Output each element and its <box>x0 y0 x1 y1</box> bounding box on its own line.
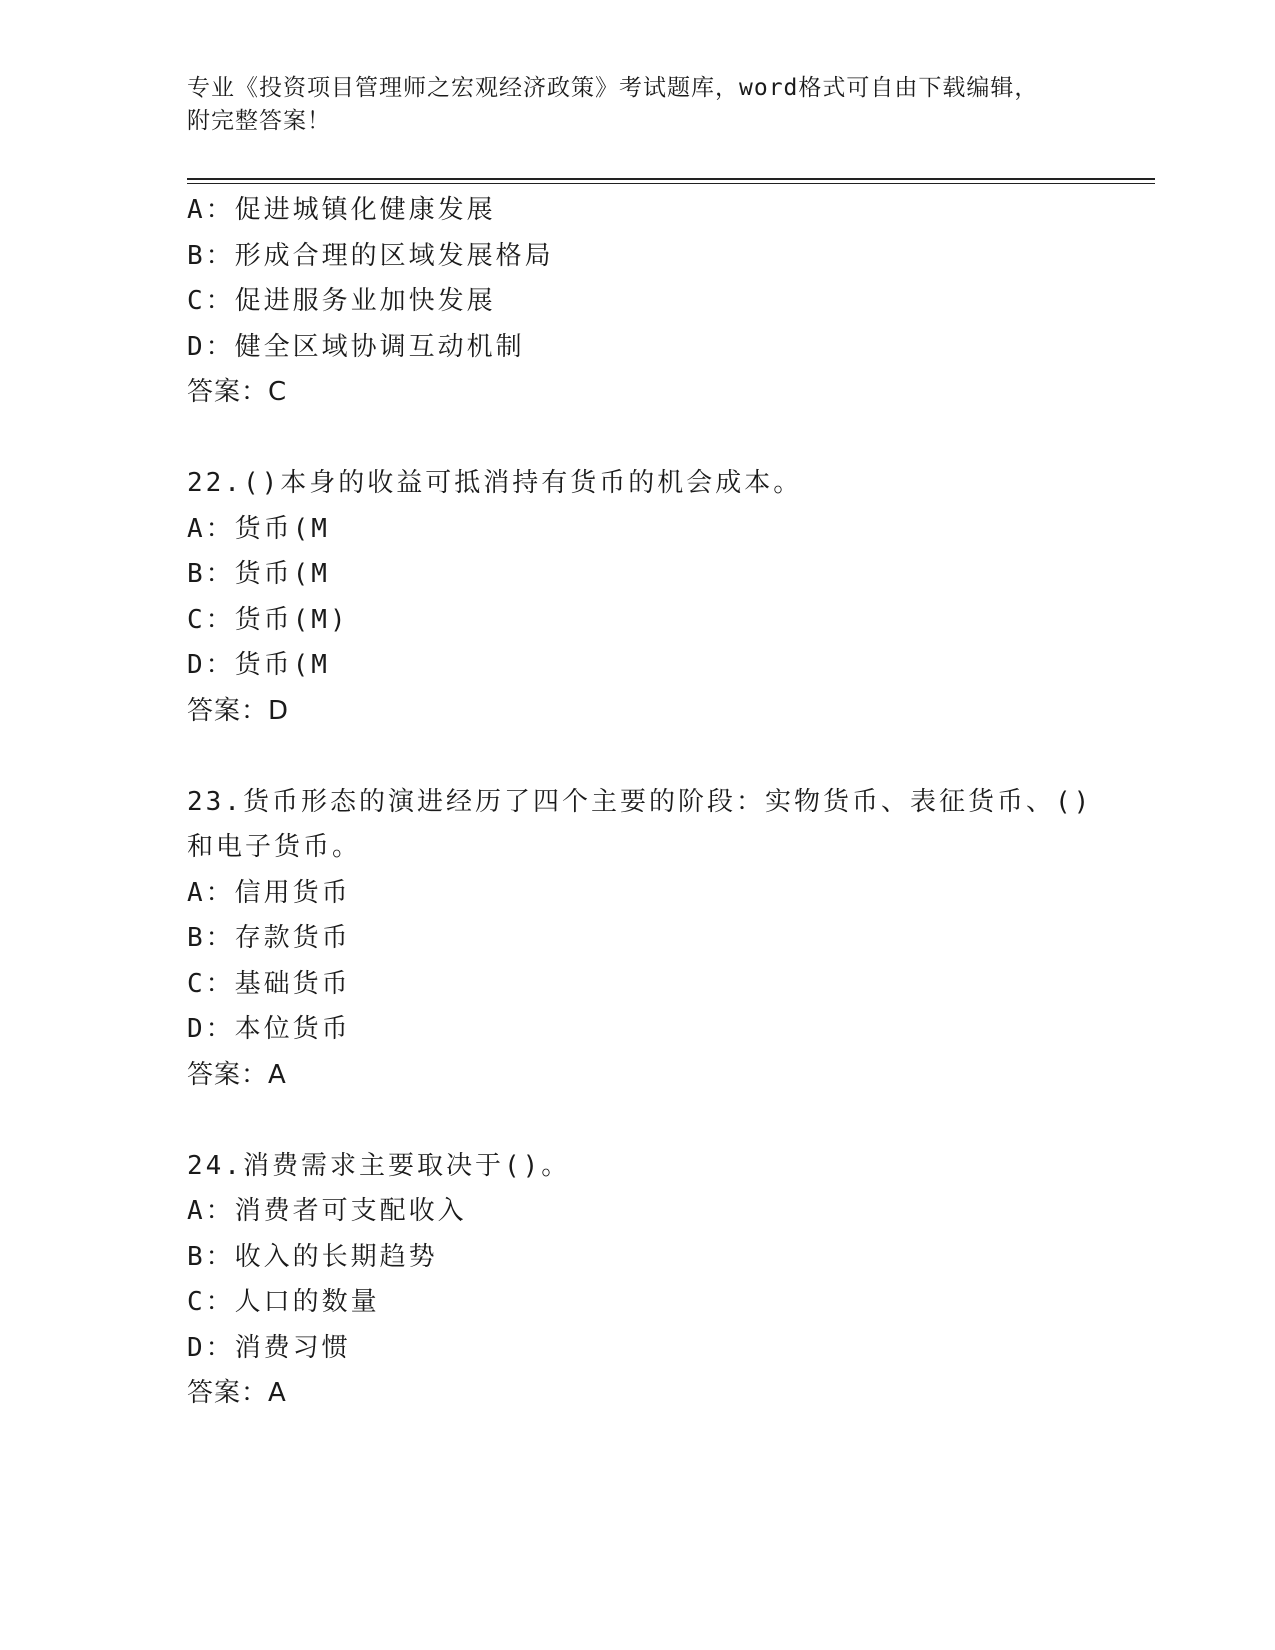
answer: 答案：C <box>187 377 288 407</box>
option-b: B：存款货币 <box>187 923 351 953</box>
answer: 答案：A <box>187 1378 287 1408</box>
option-a: A：促进城镇化健康发展 <box>187 195 496 225</box>
option-b: B：货币(M <box>187 559 330 589</box>
option-d: D：健全区域协调互动机制 <box>187 331 525 362</box>
question-list <box>187 188 1093 1417</box>
option-d: D：货币(M <box>187 650 330 680</box>
spacer <box>187 416 1087 462</box>
question-stem: 24.消费需求主要取决于()。 <box>187 1150 571 1181</box>
answer: 答案：D <box>187 695 290 726</box>
option-c: C：基础货币 <box>187 968 351 999</box>
answer: 答案：A <box>187 1059 287 1090</box>
option-b: B：形成合理的区域发展格局 <box>187 240 554 271</box>
question-21 <box>187 188 1087 416</box>
option-a: A：消费者可支配收入 <box>187 1196 467 1226</box>
question-stem-line-2: 和电子货币。 <box>187 832 362 862</box>
option-a: A：货币(M <box>187 513 330 544</box>
question-24 <box>187 1144 1087 1417</box>
question-22 <box>187 461 1087 734</box>
header-line-2: 附完整答案！ <box>187 108 331 134</box>
document-header <box>187 72 1087 138</box>
option-b: B：收入的长期趋势 <box>187 1241 438 1272</box>
question-stem: 22.()本身的收益可抵消持有货币的机会成本。 <box>187 468 803 498</box>
option-c: C：促进服务业加快发展 <box>187 286 496 316</box>
option-d: D：本位货币 <box>187 1014 351 1044</box>
header-divider-thin <box>187 183 1155 184</box>
spacer <box>187 734 1087 780</box>
option-d: D：消费习惯 <box>187 1332 351 1363</box>
spacer <box>187 1098 1087 1144</box>
header-divider-thick <box>187 178 1155 180</box>
header-line-1: 专业《投资项目管理师之宏观经济政策》考试题库，word格式可自由下载编辑， <box>187 75 1039 101</box>
question-stem-line-1: 23.货币形态的演进经历了四个主要的阶段：实物货币、表征货币、() <box>187 786 1093 817</box>
option-c: C：人口的数量 <box>187 1287 380 1317</box>
option-a: A：信用货币 <box>187 877 351 908</box>
question-23 <box>187 780 1093 1099</box>
option-c: C：货币(M) <box>187 604 349 635</box>
